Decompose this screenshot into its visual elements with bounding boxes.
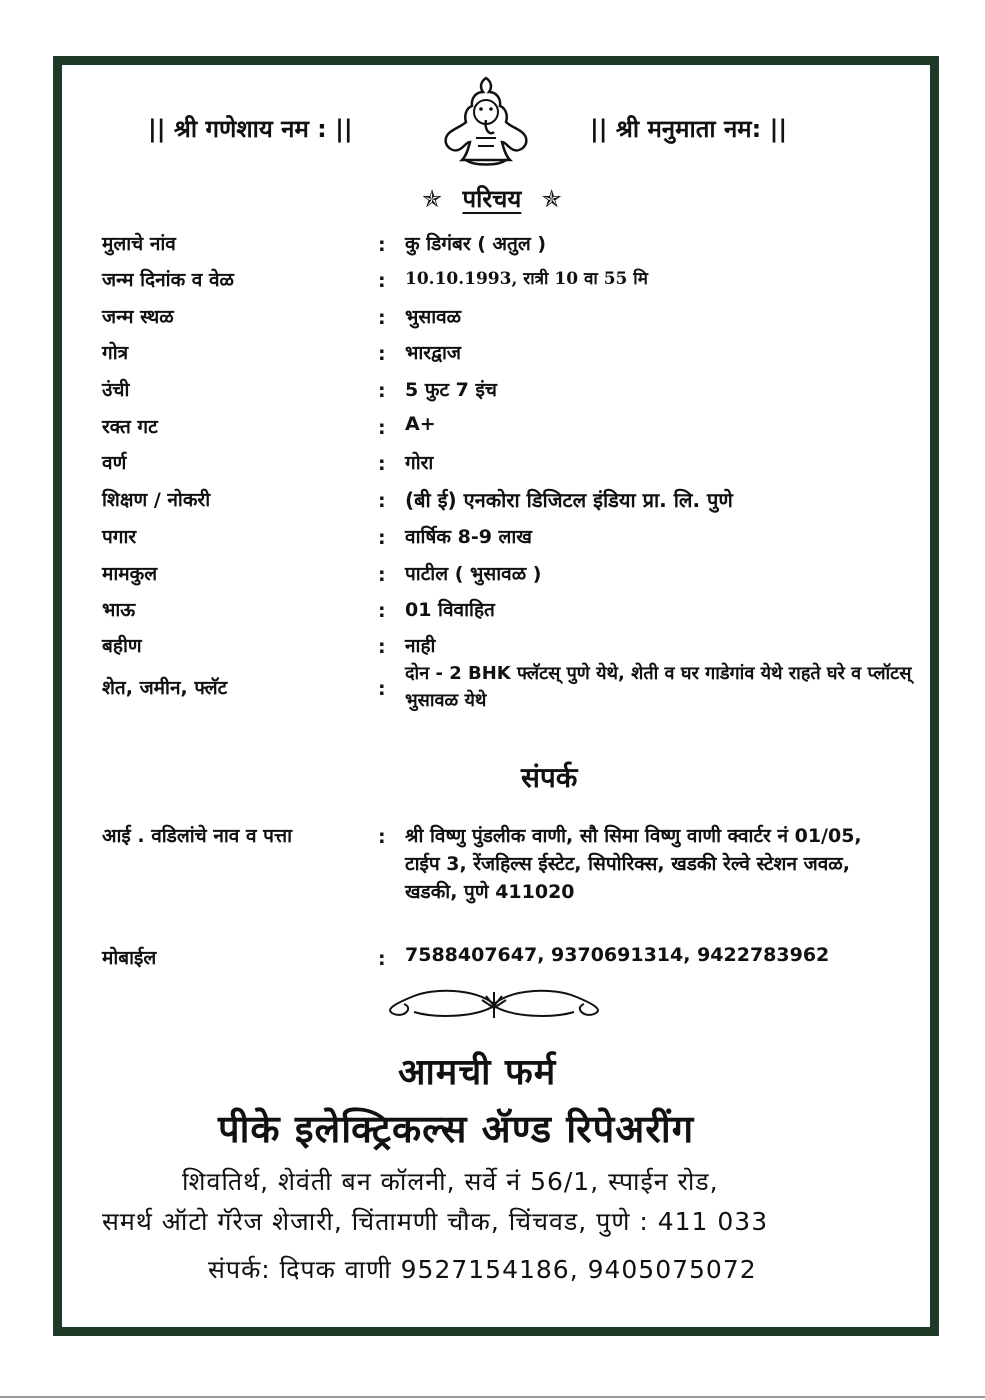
row-label: मोबाईल bbox=[102, 947, 157, 969]
left-invocation: || श्री गणेशाय नम : || bbox=[148, 115, 353, 143]
row-complexion bbox=[102, 449, 922, 479]
ornament-divider-icon bbox=[374, 984, 614, 1024]
row-label: रक्त गट bbox=[102, 416, 158, 438]
row-colon: : bbox=[378, 564, 386, 586]
row-mobile bbox=[102, 944, 922, 974]
row-label: शेत, जमीन, फ्लॅट bbox=[102, 677, 228, 699]
row-blood-group bbox=[102, 413, 922, 443]
firm-address-line1: शिवतिर्थ, शेवंती बन कॉलनी, सर्वे नं 56/1, स्पाईन रोड, bbox=[182, 1167, 719, 1196]
firm-heading: आमची फर्म bbox=[398, 1051, 557, 1093]
row-value: श्री विष्णु पुंडलीक वाणी, सौ सिमा विष्णु वाणी क्वार्टर नं 01/05, टाईप 3, रेंजहिल्स ईस्टेट, सिपोरिक्स, खडकी रेल्वे स्टेशन जवळ, खडकी, पुणे 411020 bbox=[405, 825, 862, 903]
row-maternal-family bbox=[102, 560, 922, 590]
row-colon: : bbox=[378, 453, 386, 475]
firm-address-line2: समर्थ ऑटो गॅरेज शेजारी, चिंतामणी चौक, चिंचवड, पुणे : 411 033 bbox=[102, 1207, 769, 1236]
row-label: उंची bbox=[102, 379, 130, 401]
row-property bbox=[102, 663, 922, 734]
contact-title: संपर्क bbox=[521, 761, 578, 794]
row-value: 01 विवाहित bbox=[405, 599, 495, 621]
row-colon: : bbox=[378, 307, 386, 329]
row-label: बहीण bbox=[102, 635, 142, 657]
row-label: मुलाचे नांव bbox=[102, 233, 176, 255]
row-education-job bbox=[102, 486, 922, 516]
row-label: शिक्षण / नोकरी bbox=[102, 489, 211, 511]
row-label: जन्म स्थळ bbox=[102, 306, 174, 328]
row-colon: : bbox=[378, 948, 386, 970]
row-sister bbox=[102, 632, 922, 662]
firm-name: पीके इलेक्ट्रिकल्स ॲण्ड रिपेअरींग bbox=[218, 1106, 695, 1151]
row-salary bbox=[102, 523, 922, 553]
row-label: वर्ण bbox=[102, 452, 127, 474]
row-label: मामकुल bbox=[102, 563, 158, 585]
star-icon: ✯ bbox=[541, 185, 562, 213]
star-icon: ✯ bbox=[422, 185, 443, 213]
ganesha-icon bbox=[436, 76, 536, 170]
row-colon: : bbox=[378, 417, 386, 439]
firm-contact-line: संपर्क: दिपक वाणी 9527154186, 9405075072 bbox=[208, 1255, 757, 1284]
row-value: दोन - 2 BHK फ्लॅटस् पुणे येथे, शेती व घर गाडेगांव येथे राहते घरे व प्लॉटस् भुसावळ येथे bbox=[405, 663, 912, 711]
row-colon: : bbox=[378, 826, 386, 848]
row-height bbox=[102, 376, 922, 406]
intro-title-text: परिचय bbox=[462, 185, 522, 213]
row-colon: : bbox=[378, 234, 386, 256]
row-gotra bbox=[102, 339, 922, 369]
row-colon: : bbox=[378, 600, 386, 622]
row-value: नाही bbox=[405, 635, 436, 657]
row-value: कु डिगंबर ( अतुल ) bbox=[405, 233, 547, 255]
row-name bbox=[102, 230, 922, 260]
row-colon: : bbox=[378, 527, 386, 549]
row-value: 7588407647, 9370691314, 9422783962 bbox=[405, 944, 830, 966]
intro-title bbox=[422, 182, 562, 215]
row-value: पाटील ( भुसावळ ) bbox=[405, 563, 542, 585]
row-value: वार्षिक 8-9 लाख bbox=[405, 526, 532, 548]
row-value: 5 फुट 7 इंच bbox=[405, 379, 497, 401]
row-value: A+ bbox=[405, 413, 436, 435]
row-value: 10.10.1993, रात्री 10 वा 55 मि bbox=[405, 269, 648, 289]
row-colon: : bbox=[378, 490, 386, 512]
row-label: आई . वडिलांचे नाव व पत्ता bbox=[102, 825, 292, 847]
row-label: पगार bbox=[102, 526, 137, 548]
row-birth-place bbox=[102, 303, 922, 333]
row-value: भुसावळ bbox=[405, 306, 462, 328]
row-value: (बी ई) एनकोरा डिजिटल इंडिया प्रा. लि. पुणे bbox=[405, 488, 733, 512]
row-birth-date bbox=[102, 266, 922, 296]
row-colon: : bbox=[378, 270, 386, 292]
row-colon: : bbox=[378, 343, 386, 365]
row-value: भारद्वाज bbox=[405, 342, 461, 364]
row-label: गोत्र bbox=[102, 342, 129, 364]
row-colon: : bbox=[378, 380, 386, 402]
row-colon: : bbox=[378, 678, 386, 700]
row-value: गोरा bbox=[405, 452, 434, 474]
row-parents-address bbox=[102, 822, 922, 932]
page-bottom-rule bbox=[0, 1396, 985, 1398]
row-label: जन्म दिनांक व वेळ bbox=[102, 269, 234, 291]
right-invocation: || श्री मनुमाता नम: || bbox=[590, 115, 788, 143]
row-colon: : bbox=[378, 636, 386, 658]
row-brother bbox=[102, 596, 922, 626]
row-label: भाऊ bbox=[102, 599, 136, 621]
